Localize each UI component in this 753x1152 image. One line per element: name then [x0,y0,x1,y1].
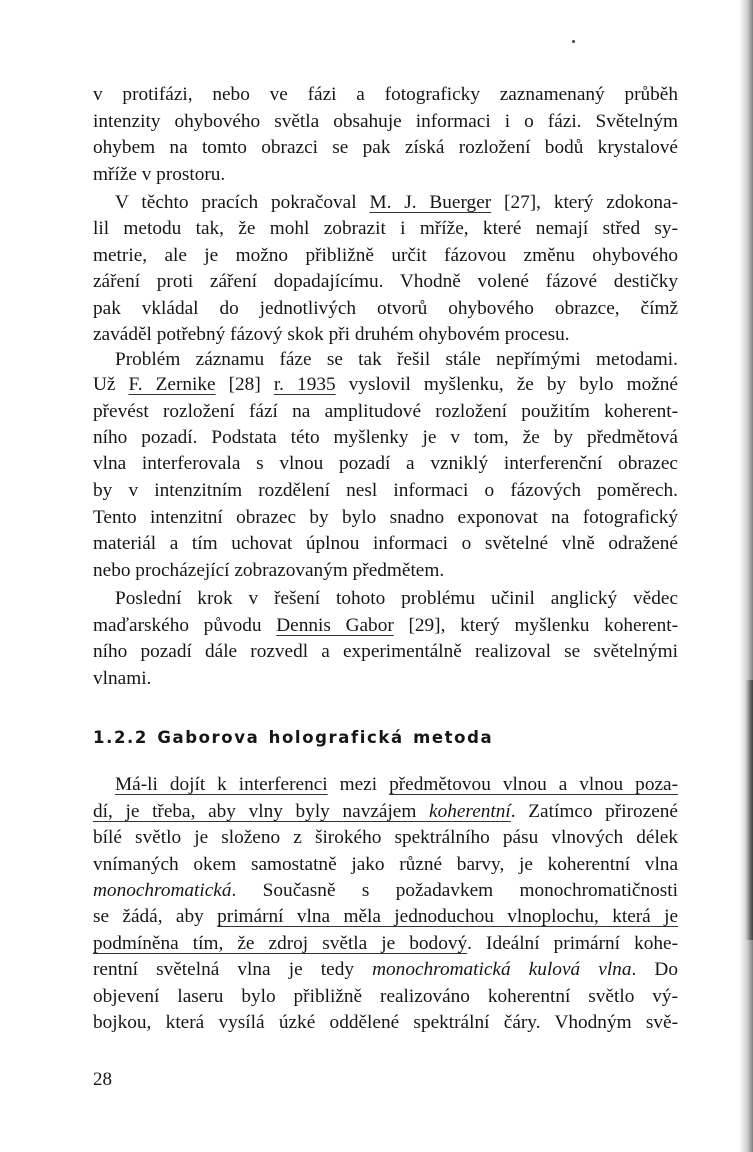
text-segment: Tento intenzitní obrazec by bylo snadno exponovat na fotografický [93,507,678,528]
underlined-text: r. 1935 [273,374,336,395]
text-segment: vyslovil myšlenku, že by bylo možné [335,374,678,395]
text-segment: Už [93,374,129,395]
text-segment: pak vkládal do jednotlivých otvorů ohybového obrazce, čímž [93,298,678,319]
text-segment: . Do [631,959,678,980]
section-heading: 1.2.2 Gaborova holografická metoda [93,728,494,747]
text-segment: převést rozložení fází na amplitudové rozložení použitím koherent- [93,401,678,422]
text-segment: se žádá, aby [93,906,218,927]
underlined-text: F. Zernike [128,374,216,395]
text-segment: ního pozadí. Podstata této myšlenky je v tom, že by předmětová [93,427,678,448]
text-line [93,825,678,851]
underlined-text: podmíněna tím, že zdroj světla je bodový [93,933,468,954]
scan-edge-shadow [745,680,753,940]
scan-edge-shadow [739,0,753,1152]
italic-text: monochromatická kulová vlna [372,959,632,980]
text-segment: záření proti záření dopadajícímu. Vhodně volené fázové destičky [93,271,678,292]
text-line [93,425,678,451]
text-line [93,243,678,269]
text-line [93,957,678,983]
underlined-text: koherentní [429,801,511,822]
text-line [93,878,678,904]
text-line [93,799,678,825]
text-segment: bílé světlo je složeno z širokého spektrálního pásu vlnových délek [93,827,678,848]
italic-text: monochromatická [93,880,232,901]
underlined-text: primární vlna měla jednoduchou vlnoplochu, která je [217,906,679,927]
underlined-text: Má-li dojít k interferenci [115,774,328,795]
text-line [93,1010,678,1036]
underlined-text: předmětovou vlnou a vlnou poza- [389,774,678,795]
text-segment: ního pozadí dále rozvedl a experimentálně realizoval se světelnými [93,641,678,662]
text-line [93,322,678,348]
text-line [115,772,678,798]
text-segment: V těchto pracích pokračoval [115,192,370,213]
text-line [93,478,678,504]
text-segment: Problém záznamu fáze se tak řešil stále nepřímými metodami. [115,349,678,370]
text-segment: materiál a tím uchovat úplnou informaci o světelné vlně odražené [93,533,678,554]
text-segment: lil metodu tak, že mohl zobrazit i mříže, které nemají střed sy- [93,218,678,239]
text-line [93,613,678,639]
text-segment: objevení laseru bylo přibližně realizováno koherentní světlo vý- [93,986,678,1007]
text-line [93,135,678,161]
text-segment: vlnami. [93,668,152,689]
text-line [93,984,678,1010]
text-line [93,216,678,242]
text-line [93,82,678,108]
text-line [93,451,678,477]
text-line [93,372,678,398]
text-segment: rentní světelná vlna je tedy [93,959,373,980]
text-segment: ohybem na tomto obrazci se pak získá rozložení bodů krystalové [93,137,678,158]
text-segment: v protifázi, nebo ve fázi a fotograficky zaznamenaný průběh [93,84,678,105]
text-line [93,931,678,957]
text-line [93,269,678,295]
text-line [93,904,678,930]
text-segment: . Ideální primární kohe- [467,933,678,954]
page-number: 28 [93,1069,112,1090]
text-segment: vlna interferovala s vlnou pozadí a vzniklý interferenční obrazec [93,453,678,474]
underlined-text: M. J. Buerger [369,192,492,213]
text-line [93,296,678,322]
text-line [93,531,678,557]
text-segment: bojkou, která vysílá úzké oddělené spektrální čáry. Vhodným svě- [93,1012,678,1033]
text-line [93,505,678,531]
text-line [115,190,678,216]
text-line [93,162,678,188]
text-line [93,666,678,692]
text-segment: maďarského původu [93,615,277,636]
text-segment: Poslední krok v řešení tohoto problému učinil anglický vědec [115,588,678,609]
text-segment: metrie, ale je možno přibližně určit fázovou změnu ohybového [93,245,678,266]
underlined-text: dí, je třeba, aby vlny byly navzájem [93,801,430,822]
text-line [93,109,678,135]
scan-speck [572,40,575,43]
text-line [115,586,678,612]
text-segment: by v intenzitním rozdělení nesl informaci o fázových poměrech. [93,480,678,501]
text-segment: . Zatímco přirozené [510,801,678,822]
text-segment: [27], který zdokona- [491,192,679,213]
underlined-text: Dennis Gabor [276,615,394,636]
text-segment: zaváděl potřebný fázový skok při druhém ohybovém procesu. [93,324,570,345]
text-line [93,852,678,878]
text-segment: mezi [327,774,390,795]
text-segment: [28] [215,374,274,395]
text-segment: . Současně s požadavkem monochromatičnosti [231,880,678,901]
text-segment: intenzity ohybového světla obsahuje informaci i o fázi. Světelným [93,111,678,132]
text-line [115,347,678,373]
text-segment: nebo procházející zobrazovaným předmětem. [93,560,445,581]
text-segment: mříže v prostoru. [93,164,226,185]
text-segment: [29], který myšlenku koherent- [393,615,678,636]
text-line [93,639,678,665]
text-segment: vnímaných okem samostatně jako různé barvy, je koherentní vlna [93,854,678,875]
text-line [93,558,678,584]
text-line [93,399,678,425]
